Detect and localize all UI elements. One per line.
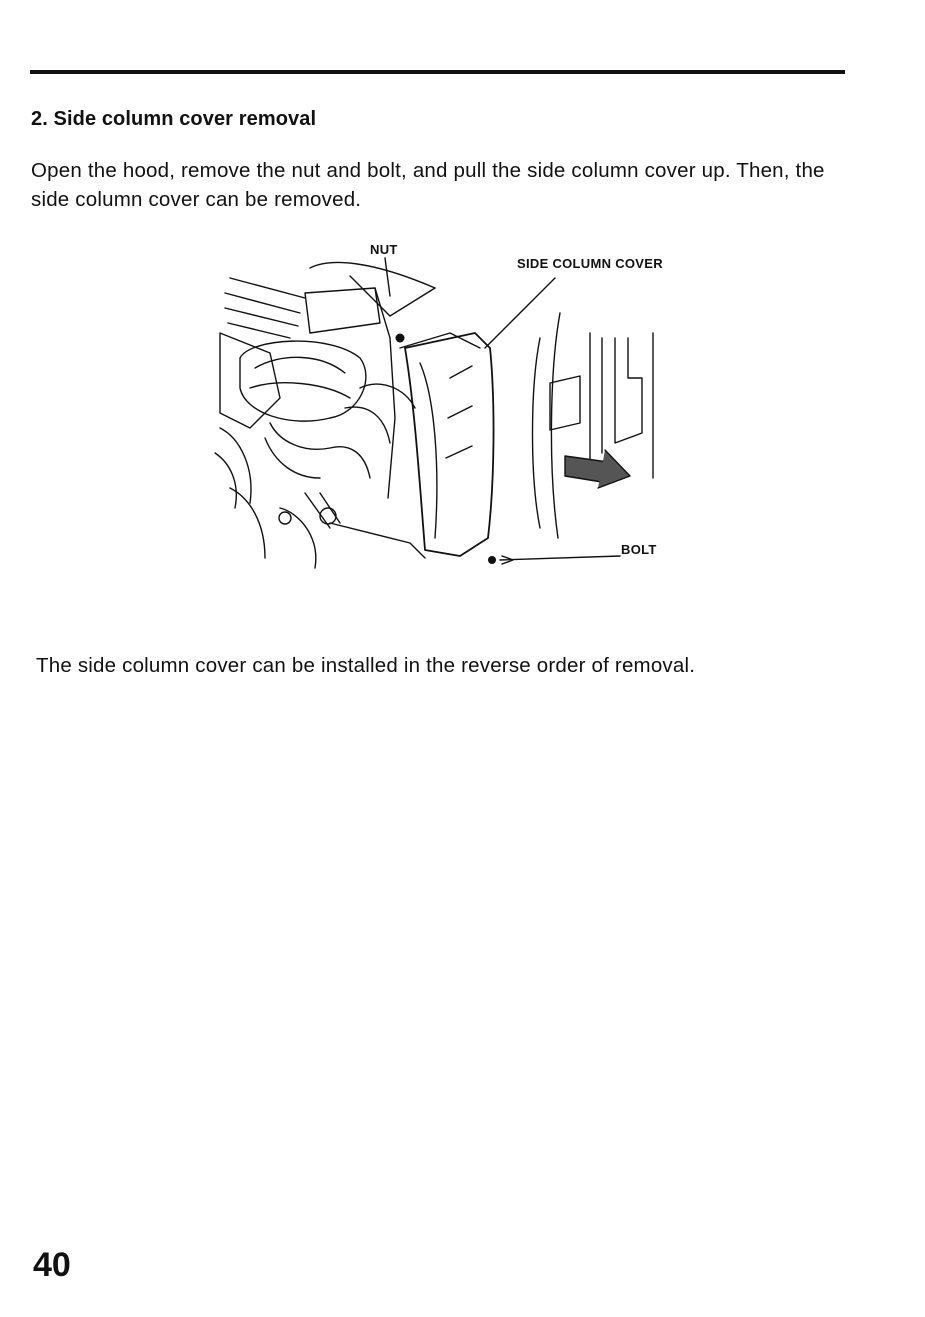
installation-note: The side column cover can be installed in the reverse order of removal.: [36, 654, 696, 677]
nut-label: NUT: [370, 242, 398, 257]
instruction-paragraph: Open the hood, remove the nut and bolt, and pull the side column cover up. Then, the side column cover can be removed.: [31, 159, 825, 211]
side-column-cover-label: SIDE COLUMN COVER: [517, 256, 663, 271]
side-column-cover-illustration: [210, 238, 690, 583]
page-number: 40: [33, 1246, 71, 1284]
section-heading: 2. Side column cover removal: [31, 108, 317, 130]
bolt-label: BOLT: [621, 542, 657, 557]
header-rule: [30, 70, 845, 74]
